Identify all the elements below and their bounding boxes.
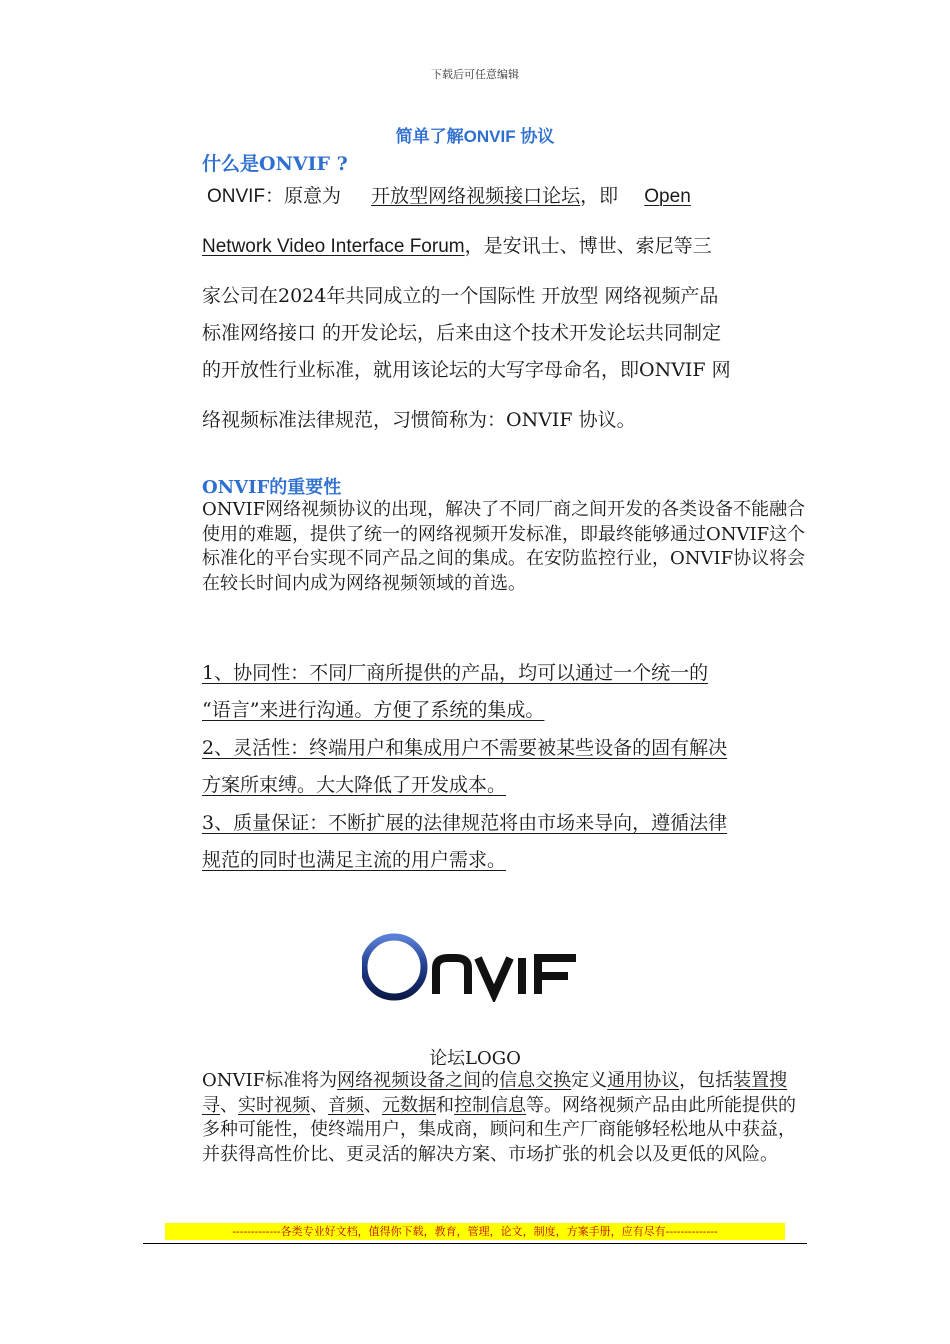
std-text-2: 的 [481, 1070, 500, 1091]
link-control-info[interactable]: 控制信息 [454, 1094, 526, 1116]
list-item-3-line-2[interactable]: 规范的同时也满足主流的用户需求。 [202, 849, 507, 871]
std-text-7: 、 [364, 1094, 382, 1116]
intro-line-3: 家公司在2024年共同成立的一个国际性 开放型 网络视频产品 [202, 285, 719, 307]
list-item-2-line-1[interactable]: 2、灵活性：终端用户和集成用户不需要被某些设备的固有解决 [202, 737, 728, 759]
intro-prefix: ONVIF：原意为 [207, 186, 342, 207]
forum-en-link-part2[interactable]: Network Video Interface Forum [202, 236, 465, 257]
forum-en-link-part1[interactable]: Open [644, 186, 691, 207]
link-audio[interactable]: 音频 [328, 1094, 364, 1116]
std-text-3: 定义 [571, 1070, 608, 1091]
list-item-3-line-1[interactable]: 3、质量保证：不断扩展的法律规范将由市场来导向，遵循法律 [202, 812, 728, 834]
logo-caption: 论坛LOGO [429, 1048, 521, 1069]
intro-line-6: 络视频标准法律规范，习惯简称为：ONVIF 协议。 [202, 409, 636, 431]
link-metadata[interactable]: 元数据 [382, 1094, 436, 1116]
std-text-8: 和 [436, 1094, 454, 1116]
link-device-discovery[interactable]: 装置搜寻 [202, 1070, 788, 1116]
list-item-1-line-2[interactable]: “语言”来进行沟通。方便了系统的集成。 [202, 699, 545, 721]
std-text-6: 、 [310, 1094, 328, 1116]
link-common-protocol[interactable]: 通用协议 [607, 1070, 680, 1091]
intro-line-2-rest: ，是安讯士、博世、索尼等三 [464, 235, 712, 257]
intro-line-5: 的开放性行业标准，就用该论坛的大写字母命名，即ONVIF 网 [202, 359, 731, 381]
importance-paragraph: ONVIF网络视频协议的出现，解决了不同厂商之间开发的各类设备不能融合使用的难题，提供了统一的网络视频开发标准，即最终能够通过ONVIF这个标准化的平台实现不同产品之间的集成。在安防监控行业，ONVIF协议将会在较长时间内成为网络视频领域的首选。 [202, 499, 806, 594]
std-text-5: 、 [220, 1094, 238, 1116]
standard-paragraph [202, 1069, 812, 1167]
onvif-logo-icon [362, 932, 578, 1002]
header-note: 下载后可任意编辑 [431, 68, 519, 81]
section-heading-what-is: 什么是ONVIF ? [202, 153, 348, 175]
forum-cn-link[interactable]: 开放型网络视频接口论坛 [371, 185, 581, 207]
link-network-video-devices[interactable]: 网络视频设备之间 [337, 1070, 482, 1091]
intro-line-4: 标准网络接口 的开发论坛，后来由这个技术开发论坛共同制定 [202, 322, 722, 344]
link-info-exchange[interactable]: 信息交换 [499, 1070, 572, 1091]
intro-mid: ，即 [580, 185, 619, 207]
std-text-9: 等。网络视频产品由此所能提供的多种可能性，使终端用户，集成商，顾问和生产厂商能够轻松地从中获益，并获得高性价比、更灵活的解决方案、市场扩张的机会以及更低的风险。 [202, 1094, 796, 1165]
std-text-1: ONVIF标准将为 [202, 1070, 338, 1091]
list-item-1-line-1[interactable]: 1、协同性：不同厂商所提供的产品，均可以通过一个统一的 [202, 662, 709, 684]
list-item-2-line-2[interactable]: 方案所束缚。大大降低了开发成本。 [202, 774, 507, 796]
intro-line-1 [207, 184, 691, 210]
intro-line-2 [202, 234, 712, 260]
onvif-logo [362, 932, 578, 1002]
std-text-4: ，包括 [679, 1070, 734, 1091]
section-heading-importance: ONVIF的重要性 [202, 477, 342, 498]
footer-divider [143, 1243, 807, 1244]
page-title: 简单了解ONVIF 协议 [395, 127, 555, 146]
footer-banner: -------------各类专业好文档，值得你下载，教育，管理，论文，制度，方案手册，应有尽有-------------- [165, 1223, 785, 1240]
link-realtime-video[interactable]: 实时视频 [238, 1094, 310, 1116]
